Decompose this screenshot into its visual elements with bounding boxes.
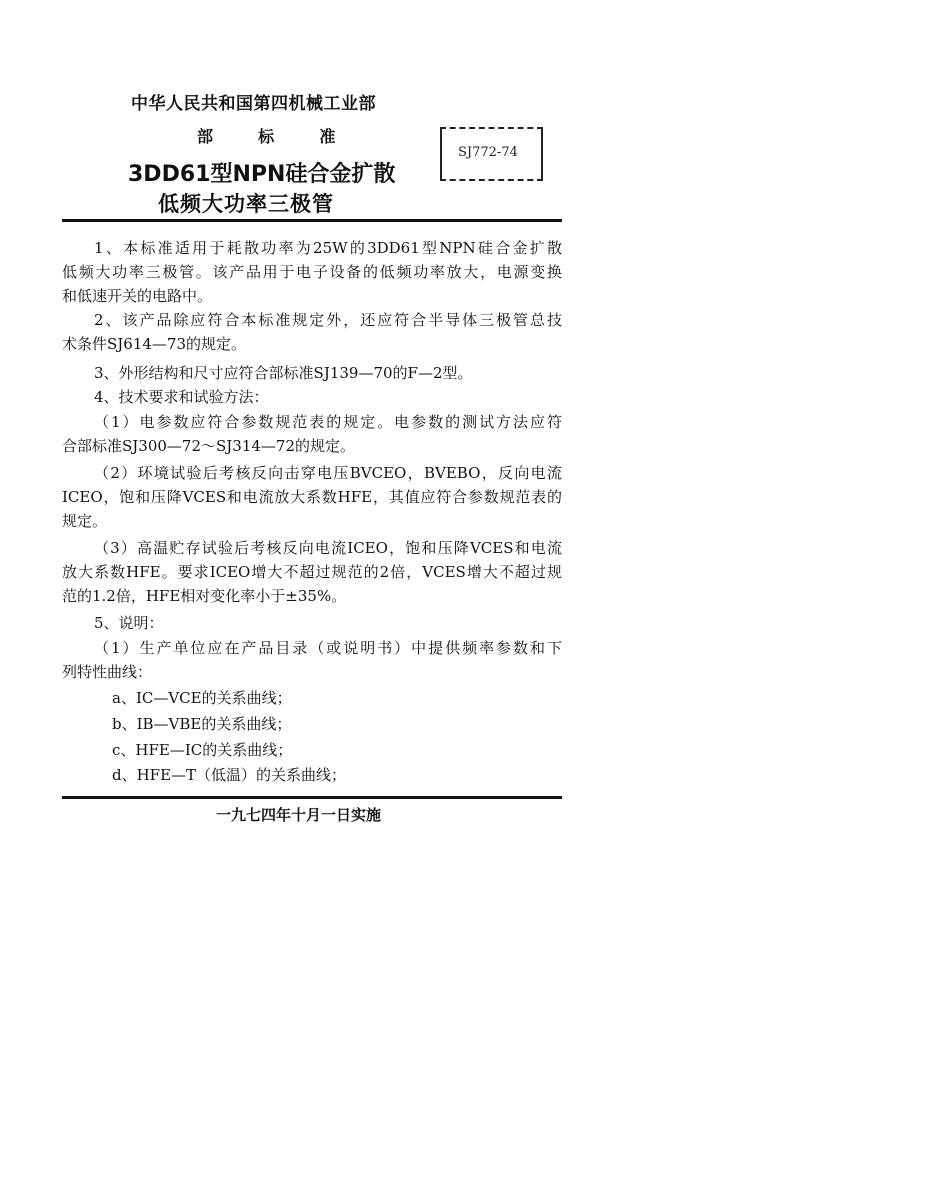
bottom-rule [62, 796, 562, 799]
paragraph-line: （1）生产单位应在产品目录（或说明书）中提供频率参数和下 [94, 639, 562, 657]
paragraph-line: 4、技术要求和试验方法： [94, 388, 269, 406]
list-item: d、HFE—T（低温）的关系曲线； [112, 766, 347, 784]
title-line-2: 低频大功率三极管 [158, 192, 334, 216]
list-item: b、IB—VBE的关系曲线； [112, 715, 292, 733]
paragraph-line: 5、说明： [94, 614, 164, 632]
paragraph-line: 范的1.2倍，HFE相对变化率小于±35%。 [62, 587, 347, 605]
paragraph-line: 放大系数HFE。要求ICEO增大不超过规范的2倍，VCES增大不超过规 [62, 563, 562, 581]
paragraph-line: 2、该产品除应符合本标准规定外，还应符合半导体三极管总技 [94, 311, 562, 329]
list-item: a、IC—VCE的关系曲线； [112, 689, 292, 707]
paragraph-line: 和低速开关的电路中。 [62, 287, 213, 305]
paragraph-line: 3、外形结构和尺寸应符合部标准SJ139—70的F—2型。 [94, 364, 473, 382]
paragraph-line: 1、本标准适用于耗散功率为25W的3DD61型NPN硅合金扩散 [94, 239, 562, 257]
paragraph-line: ICEO，饱和压降VCES和电流放大系数HFE，其值应符合参数规范表的 [62, 488, 562, 506]
standard-kind-char: 部 [197, 127, 214, 146]
standard-code-box [440, 127, 543, 181]
paragraph-line: （2）环境试验后考核反向击穿电压BVCEO，BVEBO，反向电流 [94, 464, 562, 482]
ministry-name: 中华人民共和国第四机械工业部 [131, 94, 376, 114]
standard-kind-char: 标 [258, 127, 275, 146]
list-item: c、HFE—IC的关系曲线； [112, 741, 293, 759]
standard-kind [197, 124, 335, 147]
standard-kind-char: 准 [319, 127, 336, 146]
paragraph-line: 列特性曲线： [62, 663, 153, 681]
paragraph-line: 术条件SJ614—73的规定。 [62, 335, 247, 353]
effective-date: 一九七四年十月一日实施 [216, 806, 382, 824]
paragraph-line: 低频大功率三极管。该产品用于电子设备的低频功率放大，电源变换 [62, 263, 562, 281]
paragraph-line: 规定。 [62, 512, 108, 530]
standard-code: SJ772-74 [458, 145, 518, 160]
top-rule [62, 219, 562, 222]
paragraph-line: （1）电参数应符合参数规范表的规定。电参数的测试方法应符 [94, 413, 562, 431]
paragraph-line: 合部标准SJ300—72～SJ314—72的规定。 [62, 437, 356, 455]
title-line-1: 3DD61型NPN硅合金扩散 [128, 162, 396, 187]
paragraph-line: （3）高温贮存试验后考核反向电流ICEO，饱和压降VCES和电流 [94, 539, 562, 557]
